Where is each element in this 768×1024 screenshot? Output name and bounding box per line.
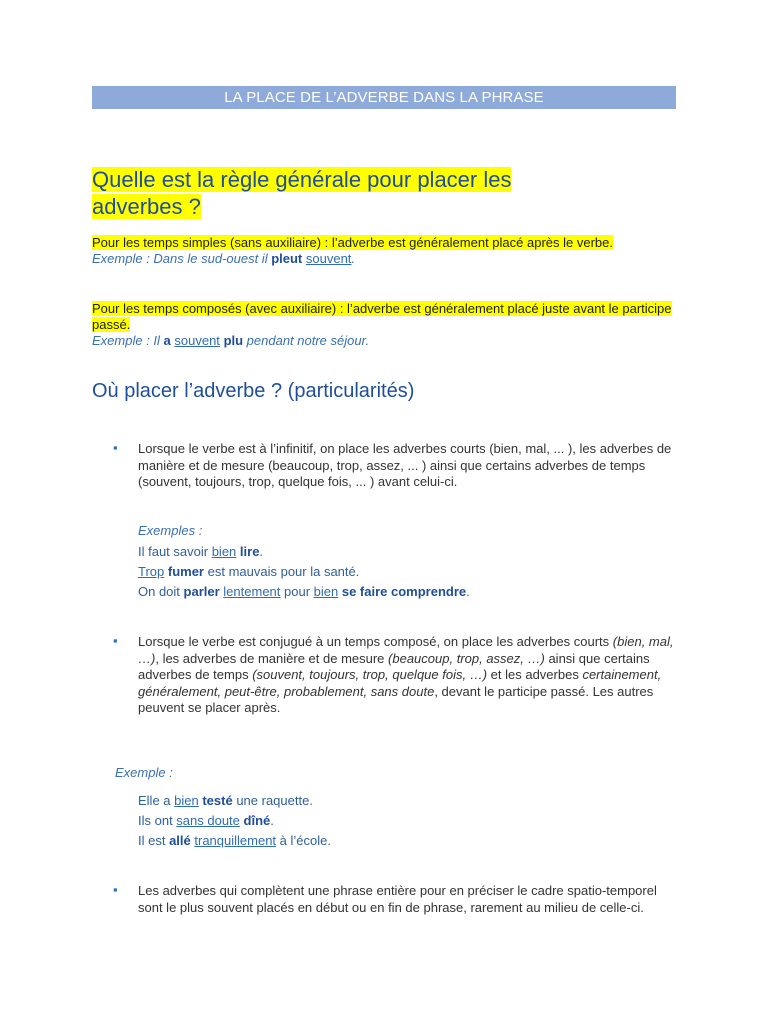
example-adverb: bien — [174, 793, 199, 808]
example-text: Il est — [138, 833, 170, 848]
paragraph-text: , les adverbes de manière et de mesure — [155, 650, 389, 666]
paragraph-italic: (souvent, toujours, trop, quelque fois, …) — [252, 667, 488, 683]
section3-text: Les adverbes qui complètent une phrase entière pour en préciser le cadre spatio-temporel sont le plus souvent placés en début ou en fin de phrase, rarement au milieu de celle-ci. — [138, 883, 657, 915]
example-verb: lire — [239, 544, 260, 559]
bullet-icon: ▪ — [113, 440, 118, 455]
example-text: à l’école. — [276, 833, 331, 848]
section1-example-2 — [138, 564, 359, 580]
example-participle: dîné — [243, 813, 271, 828]
example-text: On doit — [138, 584, 184, 599]
example-adverb: sans doute — [176, 813, 240, 828]
example-text: une raquette. — [232, 793, 313, 808]
section1-examples-label: Exemples : — [138, 523, 203, 538]
paragraph-italic: certainement, généralement, peut-être, probablement, sans doute — [138, 667, 662, 699]
rule-compound-text: Pour les temps composés (avec auxiliaire) : l’adverbe est généralement placé juste avant le participe passé. — [92, 301, 672, 332]
bullet-icon: ▪ — [113, 882, 118, 897]
rule-simple-example — [92, 251, 355, 266]
heading-general-rule-text: Quelle est la règle générale pour placer les adverbes ? — [92, 167, 512, 219]
example-participle: plu — [223, 333, 244, 348]
paragraph-text: et les adverbes — [487, 667, 583, 683]
paragraph-text: Lorsque le verbe est conjugué à un temps composé, on place les adverbes courts — [138, 634, 613, 649]
example-text: Elle a — [138, 793, 175, 808]
rule-simple-text: Pour les temps simples (sans auxiliaire) : l’adverbe est généralement placé après le verbe. — [92, 235, 613, 250]
example-text: pendant notre séjour. — [243, 333, 370, 348]
example-text: pour — [280, 584, 314, 599]
section2-example-2 — [138, 813, 274, 829]
paragraph-text: , devant le participe passé. Les autres peuvent se placer après. — [138, 683, 654, 716]
heading-general-rule — [92, 166, 592, 220]
example-adverb: souvent — [305, 251, 352, 266]
heading-particularities: Où placer l’adverbe ? (particularités) — [92, 380, 415, 402]
example-text: . — [259, 544, 264, 559]
example-text: . — [270, 813, 274, 828]
example-verb: parler — [183, 584, 220, 599]
example-text: . — [351, 251, 356, 266]
section1-text: Lorsque le verbe est à l’infinitif, on place les adverbes courts (bien, mal, ... ), les adverbes de manière et de mesure (beaucoup, trop, assez, ... ) ainsi que certains adverbes de temps (souvent, toujours, trop, quelque fois, ... ) avant celui-ci. — [138, 441, 672, 490]
example-adverb: Trop — [138, 564, 165, 579]
section1-example-3 — [138, 584, 470, 600]
bullet-icon: ▪ — [113, 633, 118, 648]
example-adverb: bien — [211, 544, 237, 559]
example-adverb: tranquillement — [194, 833, 277, 848]
example-adverb: lentement — [223, 584, 281, 599]
rule-simple-tenses — [92, 235, 682, 267]
example-text: Il faut savoir — [138, 544, 212, 559]
rule-compound-tenses — [92, 301, 682, 349]
example-text: Exemple : Dans le sud-ouest il — [92, 251, 272, 266]
example-text: Exemple : Il — [92, 333, 164, 348]
example-participle: testé — [202, 793, 233, 808]
example-verb: fumer — [167, 564, 204, 579]
section2-example-3 — [138, 833, 331, 849]
paragraph-text: ainsi que certains adverbes de temps — [138, 650, 650, 683]
example-adverb: souvent — [174, 333, 220, 348]
section2-example-label: Exemple : — [115, 765, 173, 780]
example-verb: pleut — [271, 251, 303, 266]
example-verb: se faire comprendre — [341, 584, 467, 599]
example-text: Ils ont — [138, 813, 177, 828]
rule-compound-example — [92, 333, 369, 348]
paragraph-italic: (bien, mal, …) — [138, 634, 674, 666]
example-adverb: bien — [313, 584, 339, 599]
section2-example-1 — [138, 793, 313, 809]
document-title: LA PLACE DE L’ADVERBE DANS LA PHRASE — [92, 86, 676, 109]
example-auxiliary: a — [163, 333, 171, 348]
paragraph-italic: (beaucoup, trop, assez, …) — [388, 650, 545, 666]
section1-example-1 — [138, 544, 263, 560]
section2-text — [138, 634, 678, 717]
example-participle: allé — [169, 833, 191, 848]
example-text: est mauvais pour la santé. — [204, 564, 360, 579]
example-text: . — [466, 584, 470, 599]
